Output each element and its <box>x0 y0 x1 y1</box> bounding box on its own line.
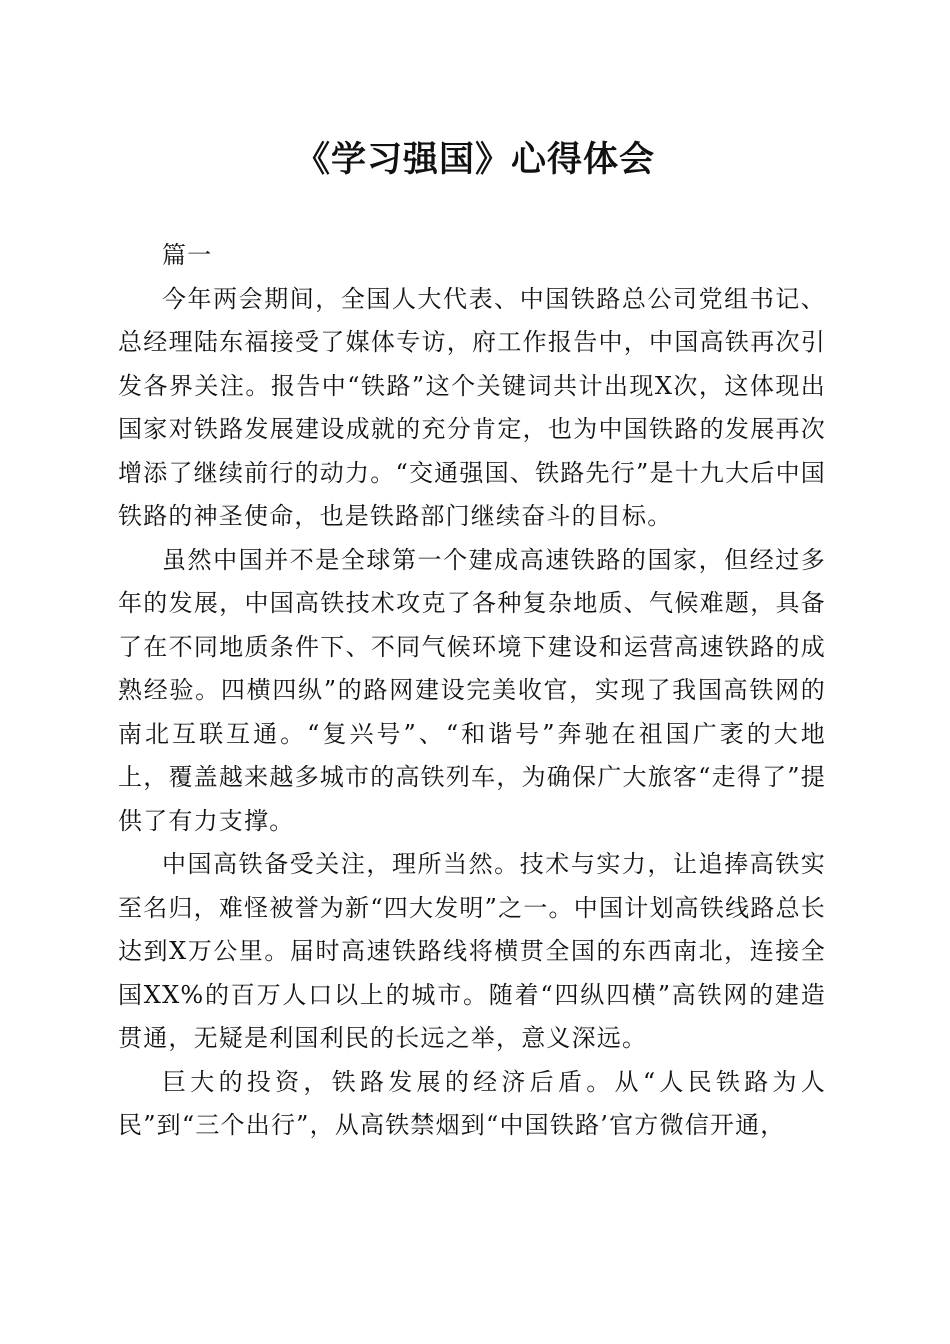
document-title: 《学习强国》心得体会 <box>294 140 655 180</box>
paragraph-1: 今年两会期间，全国人大代表、中国铁路总公司党组书记、总经理陆东福接受了媒体专访，府工作报告中，中国高铁再次引发各界关注。报告中“铁路”这个关键词共计出现X次，这体现出国家对铁路发展建设成就的充分肯定，也为中国铁路的发展再次增添了继续前行的动力。“交通强国、铁路先行”是十九大后中国铁路的神圣使命，也是铁路部门继续奋斗的目标。 <box>118 284 826 530</box>
paragraph-4: 巨大的投资，铁路发展的经济后盾。从“人民铁路为人民”到“三个出行”，从高铁禁烟到“中国铁路’官方微信开通， <box>118 1067 826 1139</box>
paragraph-2: 虽然中国并不是全球第一个建成高速铁路的国家，但经过多年的发展，中国高铁技术攻克了各种复杂地质、气候难题，具备了在不同地质条件下、不同气候环境下建设和运营高速铁路的成熟经验。四横四纵”的路网建设完美收官，实现了我国高铁网的南北互联互通。“复兴号”、“和谐号”奔驰在祖国广袤的大地上，覆盖越来越多城市的高铁列车，为确保广大旅客“走得了”提供了有力支撑。 <box>118 545 826 835</box>
document-body <box>118 234 826 1148</box>
section-label: 篇一 <box>162 241 213 269</box>
paragraph-3: 中国高铁备受关注，理所当然。技术与实力，让追捧高铁实至名归，难怪被誉为新“四大发明”之一。中国计划高铁线路总长达到X万公里。届时高速铁路线将横贯全国的东西南北，连接全国XX%的百万人口以上的城市。随着“四纵四横”高铁网的建造贯通，无疑是利国利民的长远之举，意义深远。 <box>118 850 826 1052</box>
